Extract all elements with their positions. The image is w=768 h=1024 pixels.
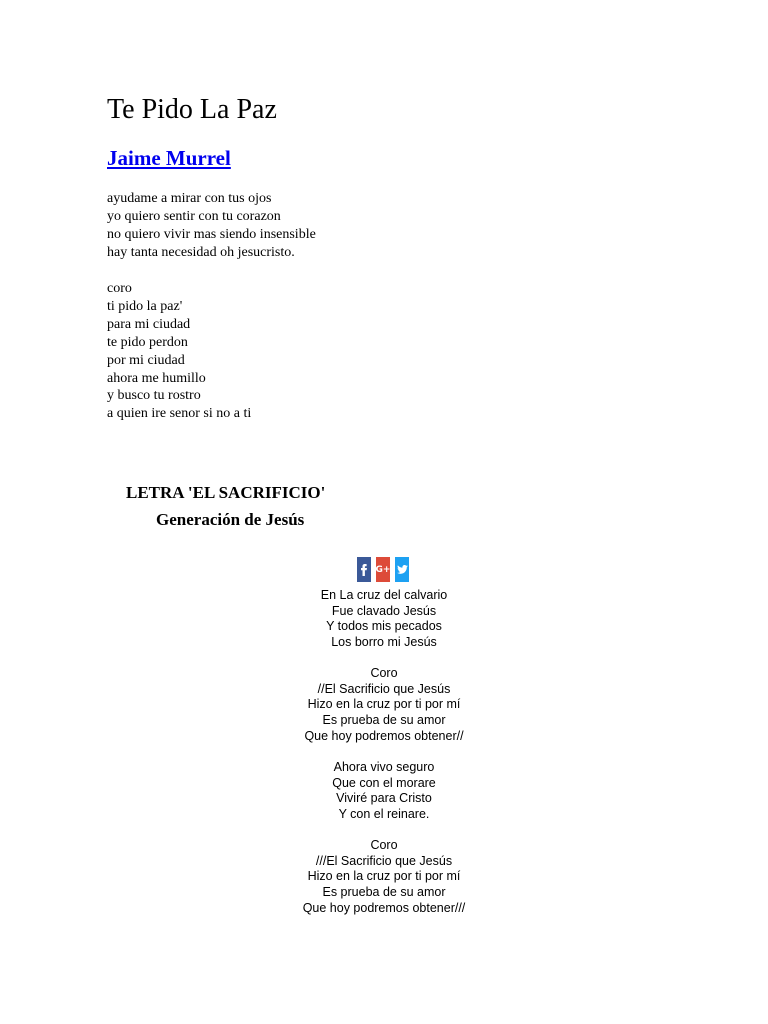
song2-chorus-2 xyxy=(234,838,534,917)
lyric-line: Y todos mis pecados xyxy=(326,619,442,634)
twitter-share-button[interactable] xyxy=(395,557,409,582)
lyric-line: a quien ire senor si no a ti xyxy=(107,406,252,422)
lyric-line: //El Sacrificio que Jesús xyxy=(317,681,451,696)
lyric-line: Ahora vivo seguro xyxy=(333,760,435,774)
lyric-line: Que hoy podremos obtener// xyxy=(304,728,464,743)
facebook-icon xyxy=(361,564,367,576)
lyric-line: ///El Sacrificio que Jesús xyxy=(315,853,453,868)
lyric-line: Y con el reinare. xyxy=(338,807,430,822)
song2-artist: Generación de Jesús xyxy=(156,510,305,529)
author-link[interactable]: Jaime Murrel xyxy=(107,146,231,170)
lyric-line: Fue clavado Jesús xyxy=(331,603,437,618)
lyric-line: para mi ciudad xyxy=(107,316,191,332)
lyric-line: hay tanta necesidad oh jesucristo. xyxy=(107,244,295,260)
lyric-line: Hizo en la cruz por ti por mí xyxy=(307,869,461,884)
lyric-line: coro xyxy=(107,281,132,296)
lyric-line: ahora me humillo xyxy=(107,370,206,386)
lyric-line: Es prueba de su amor xyxy=(322,713,446,728)
facebook-share-button[interactable] xyxy=(357,557,371,582)
lyric-line: Hizo en la cruz por ti por mí xyxy=(307,697,461,712)
lyric-line: Que con el morare xyxy=(332,775,436,790)
lyric-line: Coro xyxy=(370,838,398,852)
lyric-line: y busco tu rostro xyxy=(107,388,201,404)
twitter-icon xyxy=(397,565,408,574)
google-plus-share-button[interactable] xyxy=(376,557,390,582)
lyric-line: ayudame a mirar con tus ojos xyxy=(107,191,272,206)
lyric-line: no quiero vivir mas siendo insensible xyxy=(107,226,316,242)
lyric-line: te pido perdon xyxy=(107,334,188,350)
share-bar xyxy=(357,557,409,582)
song2-verse-1 xyxy=(234,588,534,651)
lyric-line: Los borro mi Jesús xyxy=(331,635,437,650)
lyric-line: Que hoy podremos obtener/// xyxy=(302,900,466,915)
song2-title: LETRA 'EL SACRIFICIO' xyxy=(126,483,326,502)
lyric-line: En La cruz del calvario xyxy=(320,588,448,602)
lyric-line: ti pido la paz' xyxy=(107,298,183,314)
lyric-line: por mi ciudad xyxy=(107,352,185,368)
google-plus-icon: G+ xyxy=(375,564,391,575)
lyric-line: Es prueba de su amor xyxy=(322,885,446,900)
song2-chorus-1 xyxy=(234,666,534,745)
song1-verse xyxy=(107,190,316,262)
lyric-line: Coro xyxy=(370,666,398,680)
lyric-line: Viviré para Cristo xyxy=(336,791,432,806)
lyric-line: yo quiero sentir con tu corazon xyxy=(107,208,281,224)
page-title: Te Pido La Paz xyxy=(107,94,277,125)
song1-chorus xyxy=(107,280,251,423)
song2-verse-2 xyxy=(234,760,534,823)
